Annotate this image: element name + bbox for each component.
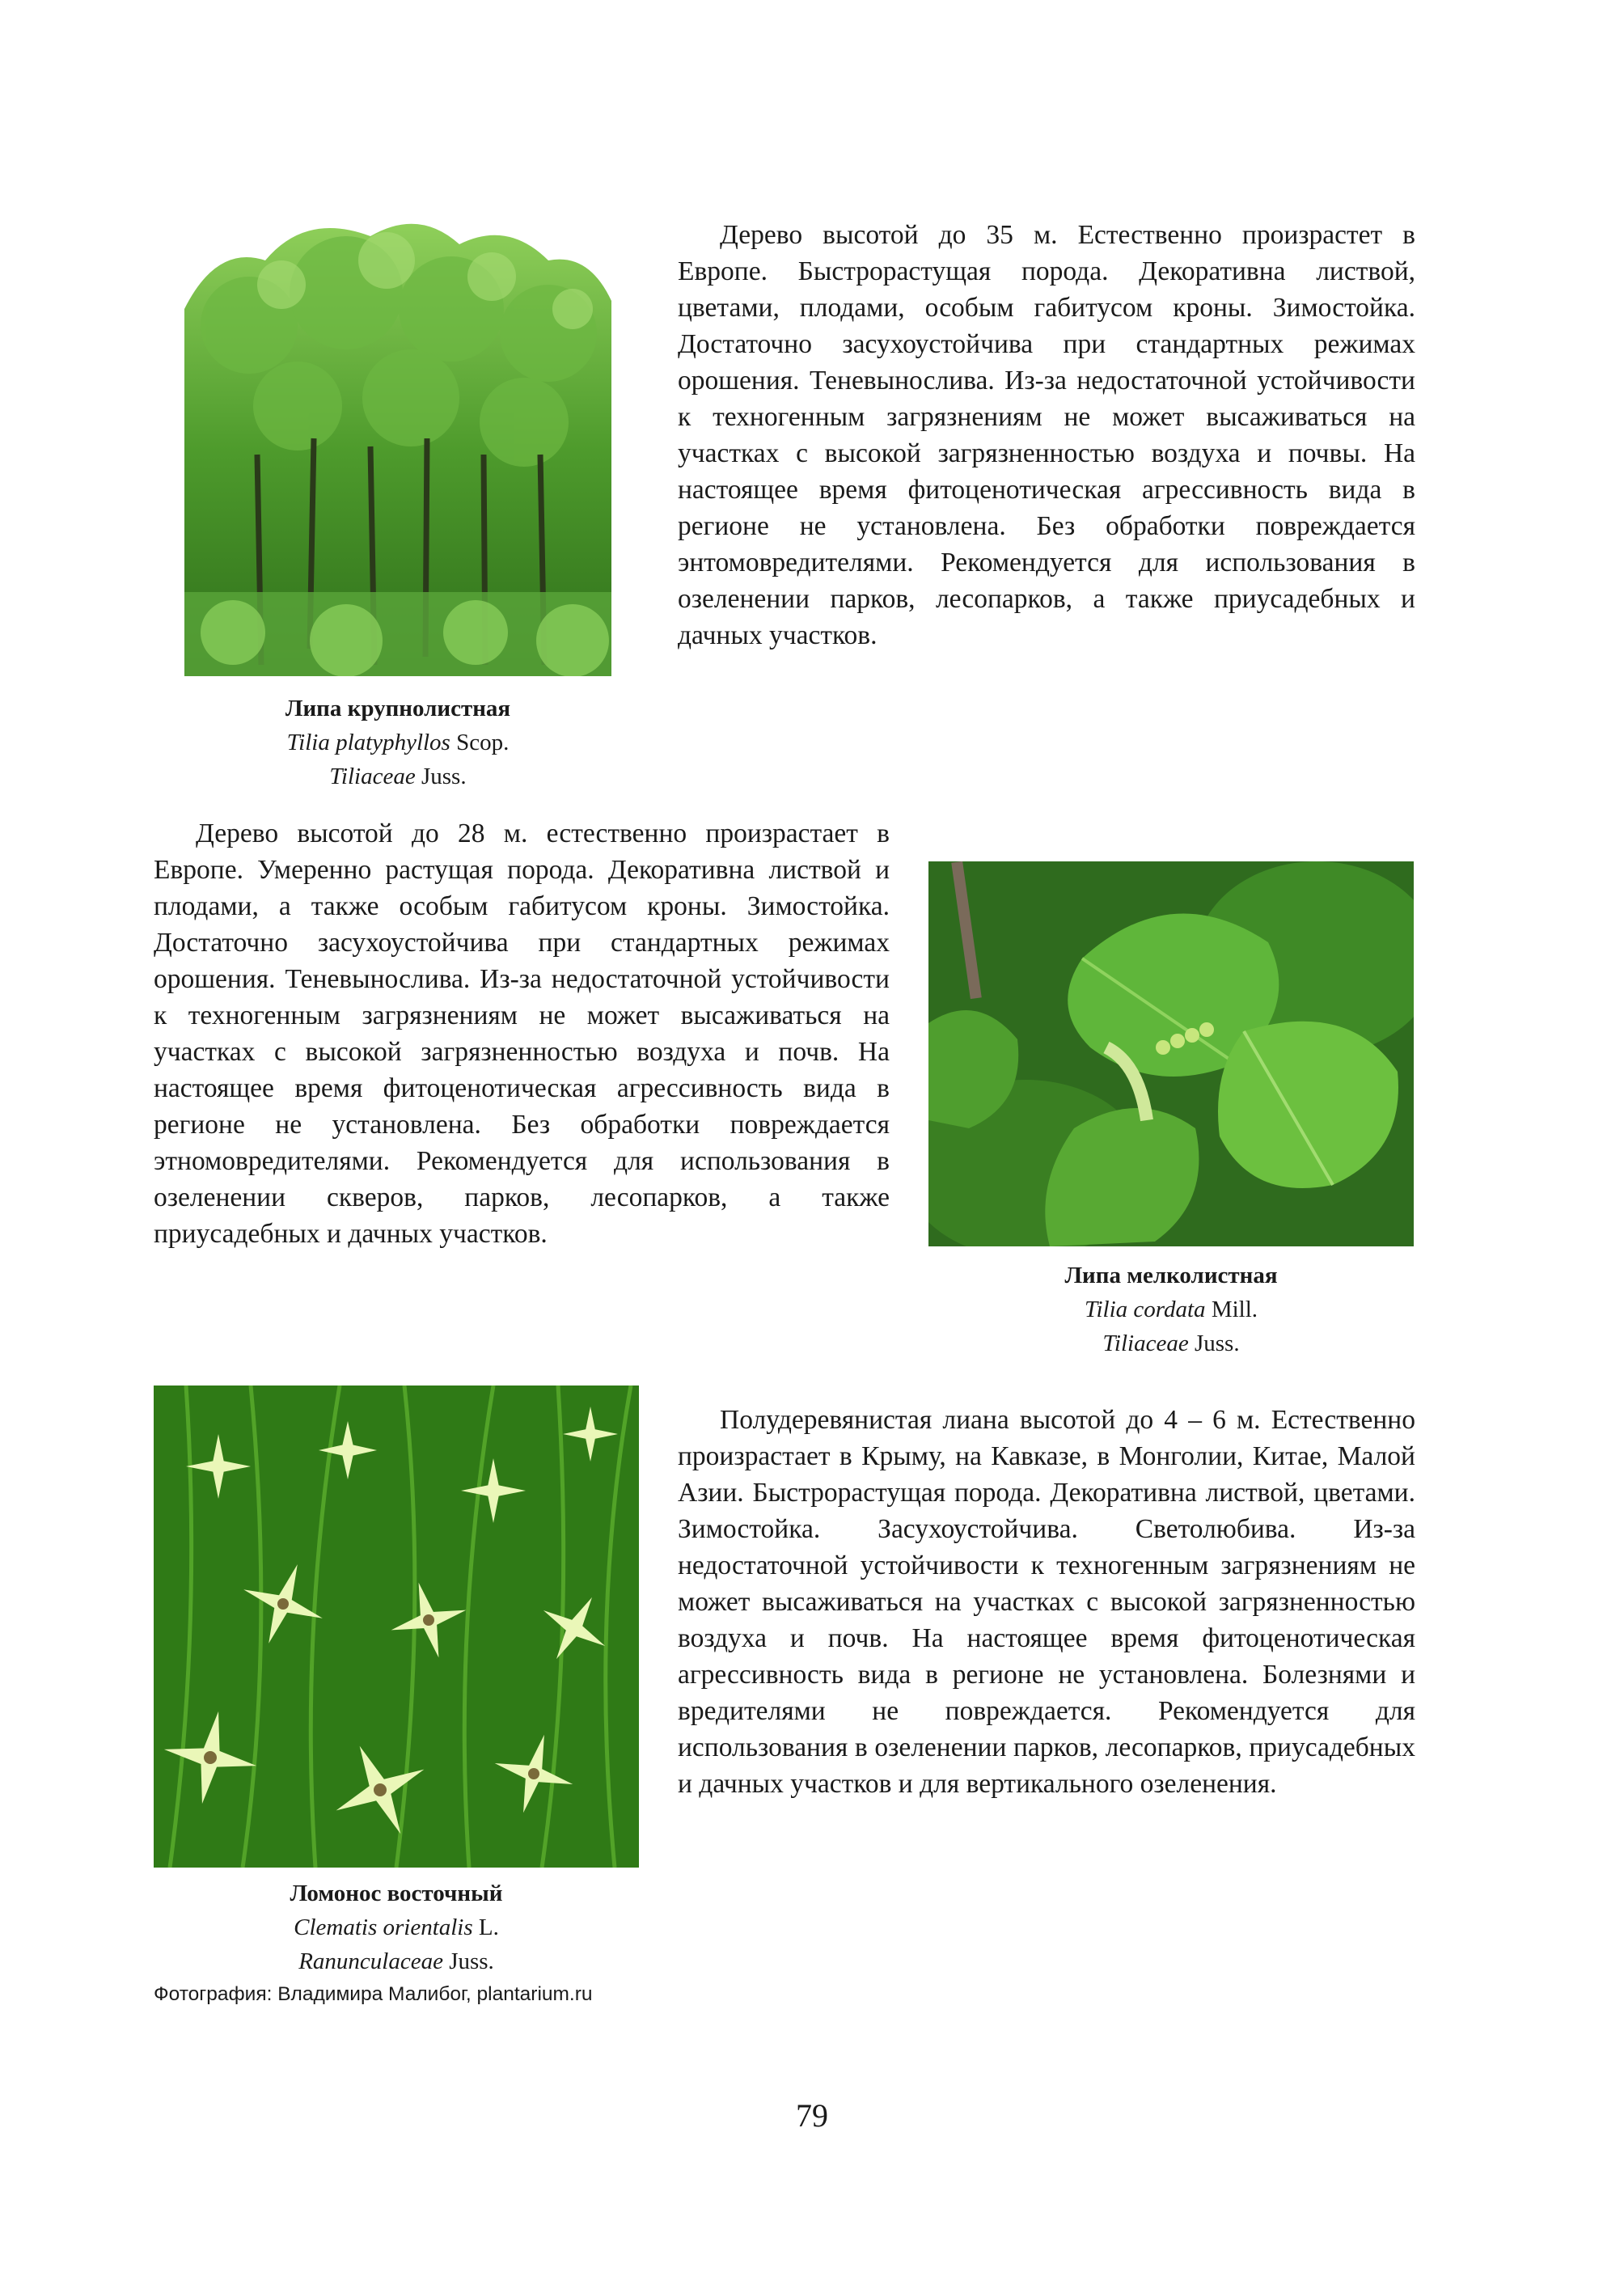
page-number: 79 (796, 2097, 828, 2134)
species-family (928, 1326, 1414, 1360)
species-name: Липа мелколистная (1064, 1263, 1278, 1288)
family-name: Tiliaceae (1102, 1331, 1189, 1356)
species-caption (928, 1259, 1414, 1360)
species-name: Липа крупнолистная (285, 696, 511, 721)
species-family (184, 759, 611, 793)
species-name: Ломонос восточный (290, 1881, 503, 1906)
species-latin-name (154, 1910, 639, 1944)
species-caption (184, 692, 611, 793)
species-latin-name (184, 726, 611, 759)
latin-genus-species: Clematis orientalis (294, 1914, 473, 1940)
latin-author: Mill. (1205, 1297, 1258, 1322)
family-name: Tiliaceae (329, 764, 416, 789)
latin-author: Scop. (450, 730, 510, 755)
species-family (154, 1944, 639, 1978)
family-author: Juss. (1188, 1331, 1240, 1356)
family-author: Juss. (442, 1948, 494, 1974)
description-text: Полудеревянистая лиана высотой до 4 – 6 м. Естественно произрастает в Крыму, на Кавказе, в Монголии, Китае, Малой Азии. Быстрорастущая порода. Декоративна листвой, цветами. Зимостойка. Засухоустойчива. Светолюбива. Из-за недостаточной устойчивости к техногенным загрязнениям не может высаживаться на участках с высокой загрязненностью воздуха и почв. На настоящее время фитоценотическая агрессивность вида в регионе не установлена. Болезнями и вредителями не повреждается. Рекомендуется для использования в озеленении парков, лесопарков, приусадебных и дачных участков и для вертикального озеленения. (678, 1405, 1415, 1799)
family-name: Ranunculaceae (298, 1948, 443, 1974)
species-latin-name (928, 1292, 1414, 1326)
species-description (678, 217, 1415, 654)
description-text: Дерево высотой до 35 м. Естественно произрастет в Европе. Быстрорастущая порода. Декоративна листвой, цветами, плодами, особым габитусом кроны. Зимостойка. Достаточно засухоустойчива при стандартных режимах орошения. Теневынослива. Из-за недостаточной устойчивости к техногенным загрязнениям не может высаживаться на участках с высокой загрязненностью воздуха и почвы. На настоящее время фитоценотическая агрессивность вида в регионе не установлена. Без обработки повреждается энтомовредителями. Рекомендуется для использования в озеленении парков, лесопарков, а также приусадебных и дачных участков. (678, 220, 1415, 650)
family-author: Juss. (415, 764, 467, 789)
clematis-flowers-photo (154, 1386, 639, 1868)
species-caption (154, 1876, 639, 1978)
species-description (154, 815, 890, 1252)
latin-genus-species: Tilia cordata (1084, 1297, 1206, 1322)
photo-credit: Фотография: Владимира Малибог, plantarium.ru (154, 1983, 593, 2005)
species-description (678, 1402, 1415, 1802)
latin-author: L. (472, 1914, 499, 1940)
linden-leaves-photo (928, 861, 1414, 1246)
latin-genus-species: Tilia platyphyllos (286, 730, 450, 755)
description-text: Дерево высотой до 28 м. естественно произрастает в Европе. Умеренно растущая порода. Декоративна листвой и плодами, а также особым габитусом кроны. Зимостойка. Достаточно засухоустойчива при стандартных режимах орошения. Теневынослива. Из-за недостаточной устойчивости к техногенным загрязнениям не может высаживаться на участках с высокой загрязненностью воздуха и почв. На настоящее время фитоценотическая агрессивность вида в регионе не установлена. Без обработки повреждается этномовредителями. Рекомендуется для использования в озеленении скверов, парков, лесопарков, а также приусадебных и дачных участков. (154, 819, 890, 1249)
linden-forest-photo (184, 212, 611, 676)
